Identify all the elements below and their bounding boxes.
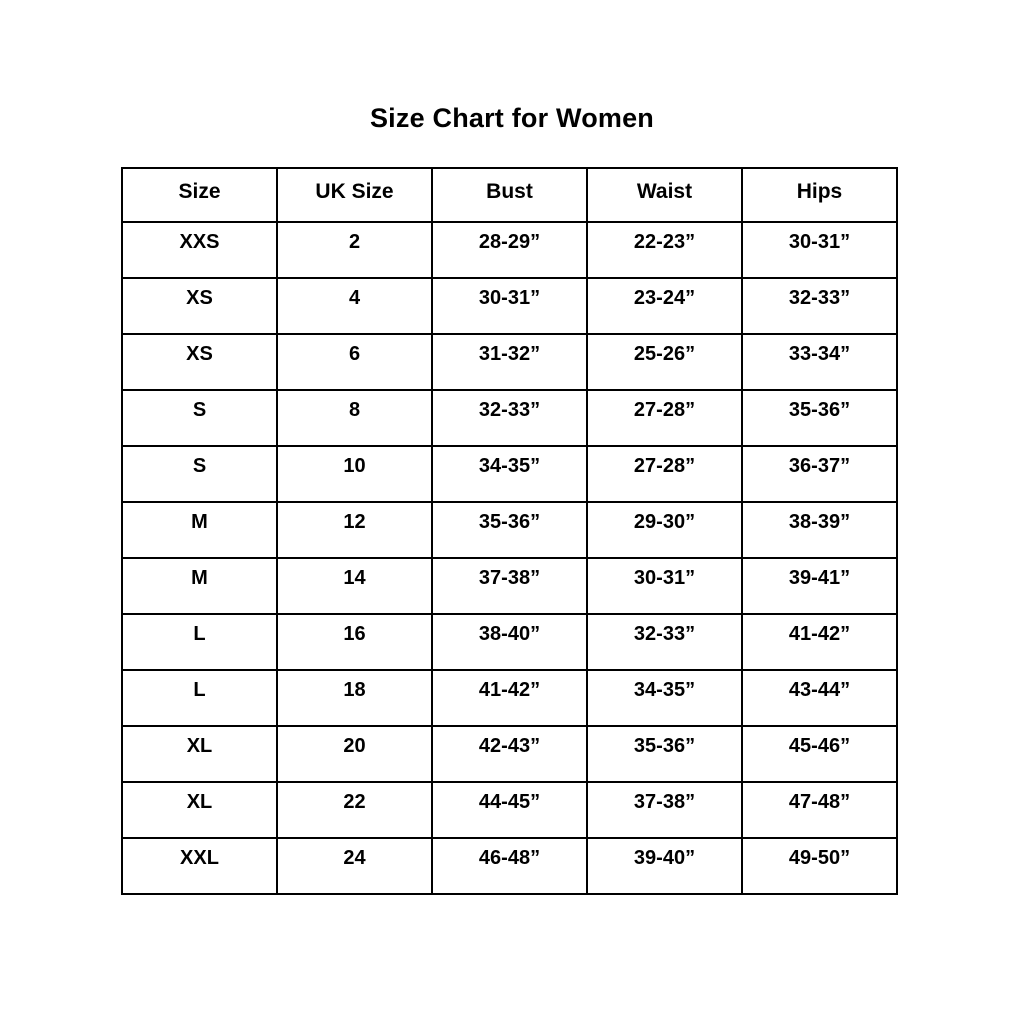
cell-bust: 46-48”	[432, 838, 587, 894]
cell-uk-size: 4	[277, 278, 432, 334]
cell-hips: 47-48”	[742, 782, 897, 838]
cell-waist: 29-30”	[587, 502, 742, 558]
cell-waist: 37-38”	[587, 782, 742, 838]
cell-size: XL	[122, 726, 277, 782]
cell-uk-size: 12	[277, 502, 432, 558]
cell-waist: 35-36”	[587, 726, 742, 782]
header-row	[122, 168, 897, 222]
cell-bust: 34-35”	[432, 446, 587, 502]
cell-waist: 30-31”	[587, 558, 742, 614]
page-title: Size Chart for Women	[369, 103, 655, 133]
cell-size: XL	[122, 782, 277, 838]
table-row	[122, 670, 897, 726]
cell-bust: 32-33”	[432, 390, 587, 446]
table-row	[122, 726, 897, 782]
table-row	[122, 558, 897, 614]
cell-waist: 23-24”	[587, 278, 742, 334]
cell-size: L	[122, 614, 277, 670]
cell-hips: 36-37”	[742, 446, 897, 502]
cell-uk-size: 10	[277, 446, 432, 502]
table-row	[122, 614, 897, 670]
table-row	[122, 222, 897, 278]
cell-waist: 39-40”	[587, 838, 742, 894]
cell-waist: 27-28”	[587, 446, 742, 502]
cell-waist: 32-33”	[587, 614, 742, 670]
table-row	[122, 502, 897, 558]
header-cell-hips: Hips	[742, 168, 897, 222]
cell-waist: 34-35”	[587, 670, 742, 726]
cell-hips: 39-41”	[742, 558, 897, 614]
cell-size: XXS	[122, 222, 277, 278]
table-row	[122, 278, 897, 334]
cell-waist: 25-26”	[587, 334, 742, 390]
cell-bust: 28-29”	[432, 222, 587, 278]
table-row	[122, 838, 897, 894]
header-cell-size: Size	[122, 168, 277, 222]
header-cell-bust: Bust	[432, 168, 587, 222]
cell-uk-size: 18	[277, 670, 432, 726]
cell-hips: 38-39”	[742, 502, 897, 558]
cell-hips: 33-34”	[742, 334, 897, 390]
cell-bust: 42-43”	[432, 726, 587, 782]
cell-hips: 41-42”	[742, 614, 897, 670]
cell-hips: 45-46”	[742, 726, 897, 782]
cell-bust: 44-45”	[432, 782, 587, 838]
cell-size: XS	[122, 278, 277, 334]
header-cell-waist: Waist	[587, 168, 742, 222]
table-row	[122, 390, 897, 446]
cell-hips: 49-50”	[742, 838, 897, 894]
cell-bust: 37-38”	[432, 558, 587, 614]
cell-size: XS	[122, 334, 277, 390]
cell-size: XXL	[122, 838, 277, 894]
cell-waist: 22-23”	[587, 222, 742, 278]
cell-uk-size: 24	[277, 838, 432, 894]
cell-hips: 43-44”	[742, 670, 897, 726]
header-cell-uk-size: UK Size	[277, 168, 432, 222]
cell-uk-size: 8	[277, 390, 432, 446]
cell-uk-size: 6	[277, 334, 432, 390]
table-row	[122, 446, 897, 502]
cell-hips: 32-33”	[742, 278, 897, 334]
cell-uk-size: 22	[277, 782, 432, 838]
cell-size: L	[122, 670, 277, 726]
table-row	[122, 782, 897, 838]
table-header	[122, 168, 897, 222]
cell-size: S	[122, 390, 277, 446]
cell-hips: 35-36”	[742, 390, 897, 446]
cell-bust: 31-32”	[432, 334, 587, 390]
cell-waist: 27-28”	[587, 390, 742, 446]
cell-bust: 41-42”	[432, 670, 587, 726]
cell-hips: 30-31”	[742, 222, 897, 278]
cell-bust: 30-31”	[432, 278, 587, 334]
table-row	[122, 334, 897, 390]
cell-size: M	[122, 502, 277, 558]
cell-bust: 35-36”	[432, 502, 587, 558]
cell-bust: 38-40”	[432, 614, 587, 670]
cell-uk-size: 2	[277, 222, 432, 278]
cell-size: M	[122, 558, 277, 614]
size-chart-table	[121, 167, 898, 895]
cell-uk-size: 16	[277, 614, 432, 670]
cell-uk-size: 14	[277, 558, 432, 614]
cell-uk-size: 20	[277, 726, 432, 782]
table-body	[122, 222, 897, 894]
cell-size: S	[122, 446, 277, 502]
